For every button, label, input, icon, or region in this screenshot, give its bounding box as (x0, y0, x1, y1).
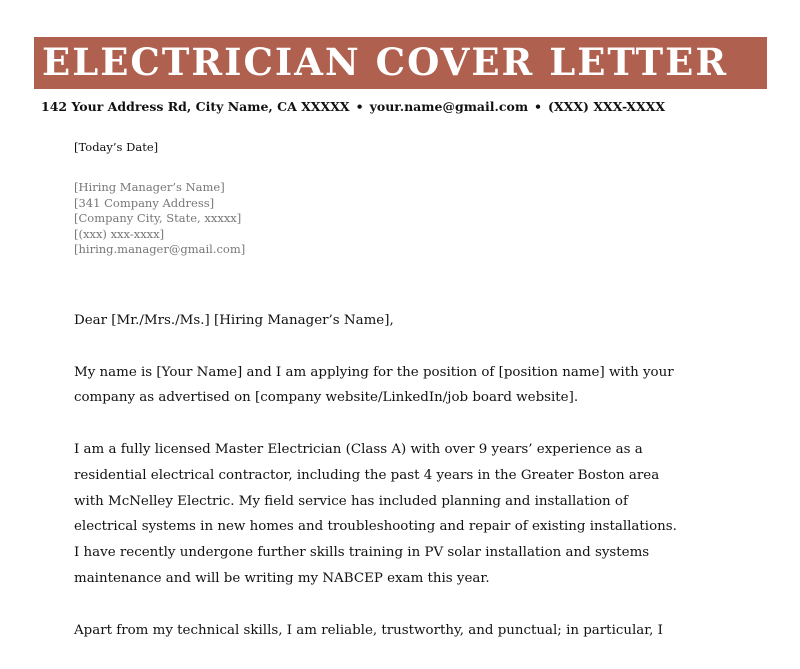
separator-dot: • (355, 99, 364, 114)
paragraph-line: with McNelley Electric. My field service has included planning and installation of (74, 493, 628, 509)
paragraph-intro (74, 360, 714, 412)
recipient-name: [Hiring Manager’s Name] (74, 180, 225, 194)
document-title: ELECTRICIAN COVER LETTER (42, 40, 729, 84)
paragraph-line: company as advertised on [company website/LinkedIn/job board website]. (74, 390, 579, 406)
recipient-city: [Company City, State, xxxxx] (74, 211, 242, 225)
paragraph-line: electrical systems in new homes and troubleshooting and repair of existing installations. (74, 519, 677, 535)
letter-body (74, 308, 714, 669)
paragraph-line: My name is [Your Name] and I am applying for the position of [position name] with your (74, 364, 674, 380)
paragraph-line: I am a fully licensed Master Electrician (Class A) with over 9 years’ experience as a (74, 441, 643, 457)
recipient-address: [341 Company Address] (74, 195, 215, 210)
separator-dot: • (534, 99, 543, 114)
paragraph-line: Apart from my technical skills, I am reliable, trustworthy, and punctual; in particular, I (74, 622, 663, 638)
letter-date: [Today’s Date] (74, 140, 159, 154)
title-banner (34, 37, 767, 89)
recipient-email: [hiring.manager@gmail.com] (74, 242, 246, 256)
contact-info (41, 99, 665, 114)
email-text: your.name@gmail.com (369, 99, 529, 114)
phone-text: (XXX) XXX-XXXX (548, 99, 666, 114)
recipient-phone: [(xxx) xxx-xxxx] (74, 226, 165, 241)
paragraph-line: I have recently undergone further skills training in PV solar installation and systems (74, 545, 650, 561)
address-text: 142 Your Address Rd, City Name, CA XXXXX (41, 99, 350, 114)
paragraph-soft-skills (74, 618, 714, 644)
paragraph-line: residential electrical contractor, including the past 4 years in the Greater Boston area (74, 467, 660, 483)
paragraph-experience (74, 437, 714, 592)
paragraph-line: maintenance and will be writing my NABCEP exam this year. (74, 570, 490, 586)
salutation: Dear [Mr./Mrs./Ms.] [Hiring Manager’s Name], (74, 313, 394, 328)
recipient-block (74, 180, 245, 258)
